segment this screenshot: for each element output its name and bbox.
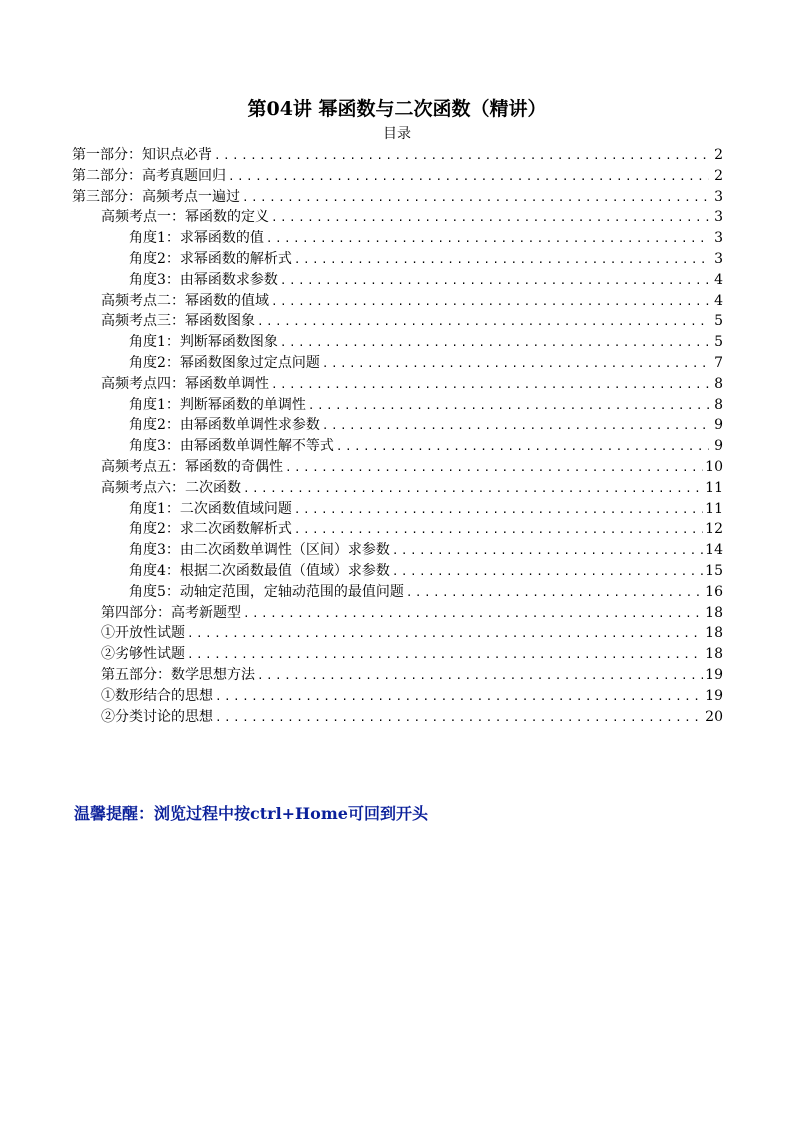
toc-entry[interactable] <box>72 187 723 208</box>
toc-entry-text: ②分类讨论的思想 <box>101 708 213 725</box>
toc-leader-dots <box>294 250 709 271</box>
toc-leader-dots <box>215 708 703 729</box>
toc-leader-dots <box>242 188 709 209</box>
toc-entry-page: 3 <box>714 250 723 267</box>
toc-entry-text: 角度1：判断幂函数图象 <box>129 334 278 351</box>
toc-entry[interactable] <box>72 499 723 520</box>
toc-entry-page: 3 <box>714 209 723 226</box>
toc-entry-text: ②劣够性试题 <box>101 646 185 663</box>
toc-entry-page: 18 <box>705 604 723 621</box>
toc-leader-dots <box>243 604 703 625</box>
toc-entry-text: 第二部分：高考真题回归 <box>72 167 226 184</box>
toc-entry[interactable] <box>72 374 723 395</box>
toc-entry[interactable] <box>72 395 723 416</box>
toc-entry[interactable] <box>72 311 723 332</box>
toc-entry-page: 4 <box>714 271 723 288</box>
toc-entry[interactable] <box>72 436 723 457</box>
toc-leader-dots <box>406 583 703 604</box>
toc-leader-dots <box>308 396 709 417</box>
toc-entry-page: 18 <box>705 625 723 642</box>
toc-entry-page: 20 <box>705 708 723 725</box>
toc-entry-text: 角度3：由幂函数单调性解不等式 <box>129 438 334 455</box>
toc-entry[interactable] <box>72 353 723 374</box>
toc-entry-page: 10 <box>705 458 723 475</box>
toc-entry-page: 9 <box>714 417 723 434</box>
toc-leader-dots <box>271 375 709 396</box>
toc-entry-page: 11 <box>705 479 723 496</box>
toc-entry[interactable] <box>72 166 723 187</box>
toc-leader-dots <box>285 458 703 479</box>
table-of-contents <box>72 145 723 727</box>
toc-entry-text: 第一部分：知识点必背 <box>72 147 212 163</box>
toc-entry-page: 4 <box>714 292 723 309</box>
toc-entry[interactable] <box>72 686 723 707</box>
toc-entry[interactable] <box>72 457 723 478</box>
toc-leader-dots <box>214 146 709 167</box>
toc-entry-page: 7 <box>714 354 723 371</box>
toc-entry-text: 角度1：判断幂函数的单调性 <box>129 396 306 413</box>
toc-leader-dots <box>215 687 703 708</box>
toc-entry-page: 5 <box>714 313 723 330</box>
reminder-note: 温馨提醒：浏览过程中按ctrl+Home可回到开头 <box>74 804 428 823</box>
toc-entry-page: 8 <box>714 396 723 413</box>
toc-leader-dots <box>392 541 703 562</box>
toc-leader-dots <box>322 416 709 437</box>
document-title: 第04讲 幂函数与二次函数（精讲） <box>247 98 547 120</box>
toc-entry-text: 角度5：动轴定范围，定轴动范围的最值问题 <box>129 583 404 600</box>
toc-leader-dots <box>187 624 703 645</box>
toc-leader-dots <box>280 333 709 354</box>
toc-entry-text: 高频考点一：幂函数的定义 <box>101 209 269 226</box>
toc-entry-page: 16 <box>705 583 723 600</box>
toc-entry[interactable] <box>72 270 723 291</box>
toc-entry[interactable] <box>72 249 723 270</box>
toc-entry-text: 角度2：由幂函数单调性求参数 <box>129 417 320 434</box>
toc-leader-dots <box>322 354 709 375</box>
toc-leader-dots <box>266 229 709 250</box>
toc-entry[interactable] <box>72 519 723 540</box>
toc-entry-text: 高频考点三：幂函数图象 <box>101 313 255 330</box>
toc-entry-page: 19 <box>705 687 723 704</box>
toc-entry[interactable] <box>72 603 723 624</box>
toc-entry-page: 2 <box>714 147 723 163</box>
toc-leader-dots <box>336 437 709 458</box>
toc-entry-text: ①数形结合的思想 <box>101 687 213 704</box>
toc-entry-page: 3 <box>714 188 723 205</box>
toc-entry[interactable] <box>72 332 723 353</box>
toc-entry-text: 角度3：由二次函数单调性（区间）求参数 <box>129 542 390 559</box>
toc-leader-dots <box>294 500 703 521</box>
toc-entry-text: 高频考点五：幂函数的奇偶性 <box>101 458 283 475</box>
toc-entry[interactable] <box>72 145 723 166</box>
toc-entry-text: ①开放性试题 <box>101 625 185 642</box>
toc-entry-page: 18 <box>705 646 723 663</box>
toc-entry[interactable] <box>72 665 723 686</box>
toc-leader-dots <box>280 271 709 292</box>
toc-entry-page: 11 <box>705 500 723 517</box>
toc-entry-text: 角度1：求幂函数的值 <box>129 230 264 247</box>
toc-entry[interactable] <box>72 644 723 665</box>
toc-leader-dots <box>294 520 703 541</box>
toc-entry-text: 角度3：由幂函数求参数 <box>129 271 278 288</box>
toc-leader-dots <box>392 562 703 583</box>
toc-entry-page: 2 <box>714 167 723 184</box>
toc-entry[interactable] <box>72 623 723 644</box>
toc-entry-text: 第四部分：高考新题型 <box>101 604 241 621</box>
toc-entry-page: 9 <box>714 438 723 455</box>
toc-leader-dots <box>257 666 703 687</box>
toc-entry[interactable] <box>72 291 723 312</box>
toc-entry-page: 3 <box>714 230 723 247</box>
toc-entry[interactable] <box>72 415 723 436</box>
toc-entry-text: 高频考点四：幂函数单调性 <box>101 375 269 392</box>
toc-entry-text: 第五部分：数学思想方法 <box>101 666 255 683</box>
toc-entry[interactable] <box>72 561 723 582</box>
toc-entry-page: 12 <box>705 521 723 538</box>
toc-entry-page: 8 <box>714 375 723 392</box>
toc-entry-page: 5 <box>714 334 723 351</box>
toc-entry-text: 角度4：根据二次函数最值（值域）求参数 <box>129 562 390 579</box>
toc-entry[interactable] <box>72 207 723 228</box>
toc-entry-text: 角度1：二次函数值域问题 <box>129 500 292 517</box>
toc-entry-text: 角度2：幂函数图象过定点问题 <box>129 354 320 371</box>
toc-entry[interactable] <box>72 707 723 728</box>
toc-leader-dots <box>187 645 703 666</box>
toc-entry-text: 第三部分：高频考点一遍过 <box>72 188 240 205</box>
toc-entry-page: 19 <box>705 666 723 683</box>
toc-entry-text: 角度2：求二次函数解析式 <box>129 521 292 538</box>
toc-entry[interactable] <box>72 582 723 603</box>
toc-leader-dots <box>228 167 709 188</box>
toc-leader-dots <box>271 208 709 229</box>
toc-entry[interactable] <box>72 478 723 499</box>
toc-entry[interactable] <box>72 540 723 561</box>
toc-entry-text: 高频考点六：二次函数 <box>101 479 241 496</box>
toc-leader-dots <box>257 312 709 333</box>
toc-entry[interactable] <box>72 228 723 249</box>
toc-leader-dots <box>271 292 709 313</box>
toc-entry-page: 15 <box>705 562 723 579</box>
toc-entry-text: 角度2：求幂函数的解析式 <box>129 250 292 267</box>
toc-leader-dots <box>243 479 703 500</box>
toc-entry-page: 14 <box>705 542 723 559</box>
toc-entry-text: 高频考点二：幂函数的值域 <box>101 292 269 309</box>
toc-heading: 目录 <box>383 126 411 142</box>
